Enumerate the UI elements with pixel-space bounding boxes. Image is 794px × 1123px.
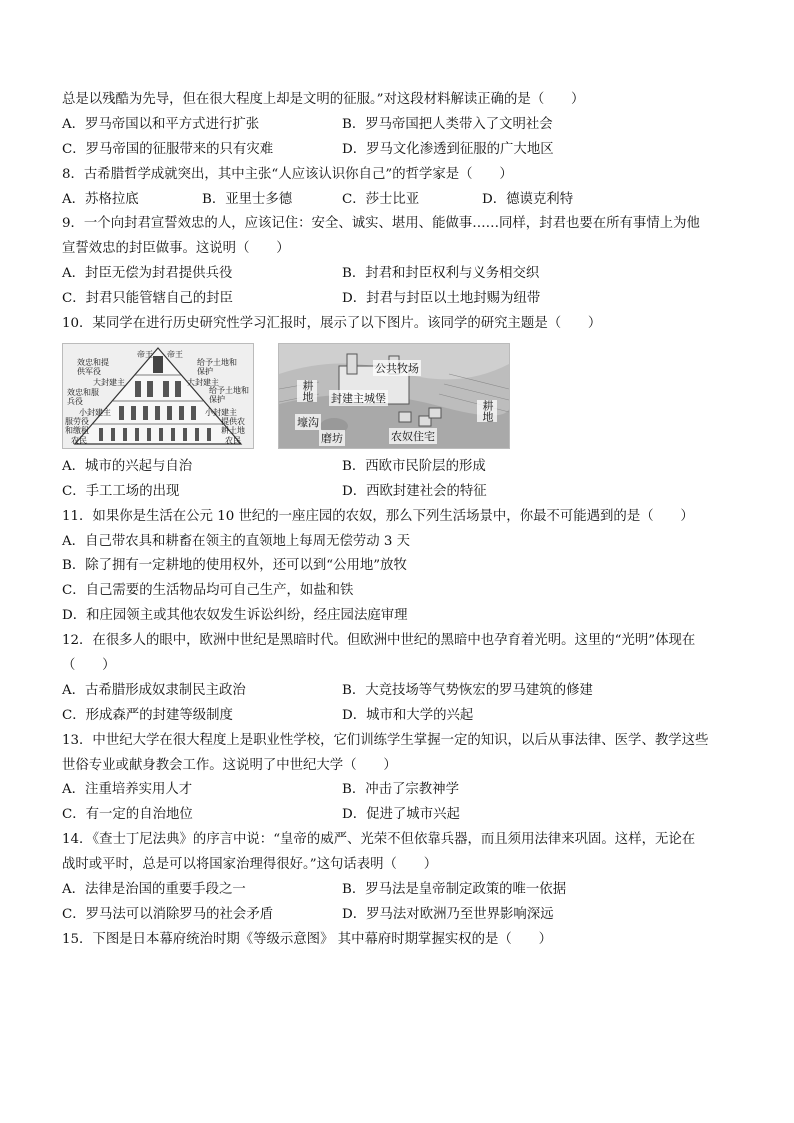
- option-d[interactable]: D．罗马文化渗透到征服的广大地区: [342, 141, 554, 157]
- question-10-options: [62, 480, 742, 505]
- question-14-options: [62, 878, 742, 903]
- question-13-line-2: 世俗专业或献身教会工作。这说明了中世纪大学（ ）: [62, 757, 397, 773]
- question-12-line-2: （ ）: [62, 658, 116, 674]
- question-12-options: [62, 704, 742, 729]
- question-12-line-1: 12．在很多人的眼中，欧洲中世纪是黑暗时代。但欧洲中世纪的黑暗中也孕育着光明。这里的“光明”体现在: [62, 633, 696, 649]
- label-lord-castle: 封建主城堡: [331, 391, 386, 405]
- label-farmland: 提供农耕土地: [221, 416, 245, 435]
- label-great-lord-right: 大封建主: [187, 377, 219, 387]
- question-7-options: [62, 113, 742, 138]
- question-9-line-1: 9．一个向封君宣誓效忠的人，应该记住：安全、诚实、堪用、能做事……同样，封君也要在所有事情上为他: [62, 216, 700, 232]
- option-d[interactable]: D．城市和大学的兴起: [342, 707, 474, 723]
- option-c[interactable]: C．莎士比亚: [342, 191, 420, 207]
- option-d[interactable]: D．促进了城市兴起: [342, 807, 460, 823]
- question-8: 8．古希腊哲学成就突出，其中主张“人应该认识你自己”的哲学家是（ ）: [62, 166, 513, 182]
- option-b[interactable]: B．罗马法是皇帝制定政策的唯一依据: [342, 882, 567, 898]
- option-c[interactable]: C．罗马帝国的征服带来的只有灾难: [62, 141, 274, 157]
- label-common-pasture: 公共牧场: [375, 361, 419, 375]
- label-peasant-right: 农民: [225, 435, 241, 445]
- option-b[interactable]: B．罗马帝国把人类带入了文明社会: [342, 116, 553, 132]
- label-emperor-right: 帝王: [167, 349, 183, 359]
- option-a[interactable]: A．苏格拉底: [62, 191, 139, 207]
- label-labor-rent: 服劳役和缴租: [65, 416, 89, 435]
- option-d[interactable]: D．罗马法对欧洲乃至世界影响深远: [342, 906, 554, 922]
- label-land-protection: 给予土地和保护: [197, 357, 237, 376]
- question-14-line-1: 14．《查士丁尼法典》的序言中说：“皇帝的威严、光荣不但依靠兵器，而且须用法律来巩固。这样，无论在: [62, 832, 696, 848]
- label-land-protection-2: 给予土地和保护: [209, 385, 249, 404]
- option-d[interactable]: D．封君与封臣以土地封赐为纽带: [342, 291, 541, 307]
- option-d[interactable]: D．德谟克利特: [482, 191, 574, 207]
- question-10: 10．某同学在进行历史研究性学习汇报时，展示了以下图片。该同学的研究主题是（ ）: [62, 316, 602, 332]
- label-small-lord-right: 小封建主: [205, 407, 237, 417]
- question-9-options: [62, 287, 742, 312]
- option-b[interactable]: B．除了拥有一定耕地的使用权外，还可以到“公用地”放牧: [62, 558, 407, 574]
- manor-scene-image: [278, 343, 510, 449]
- question-12-options: [62, 679, 742, 704]
- option-a[interactable]: A．自己带农具和耕畜在领主的直领地上每周无偿劳动 3 天: [62, 533, 411, 549]
- option-b[interactable]: B．封君和封臣权利与义务相交织: [342, 266, 540, 282]
- label-farmland-left: 耕地: [297, 380, 317, 402]
- option-b[interactable]: B．冲击了宗教神学: [342, 782, 459, 798]
- question-7-options: [62, 138, 742, 163]
- option-c[interactable]: C．自己需要的生活物品均可自己生产，如盐和铁: [62, 583, 354, 599]
- feudal-hierarchy-pyramid-image: [62, 343, 254, 449]
- question-13-options: [62, 778, 742, 803]
- question-14-options: [62, 903, 742, 928]
- label-great-lord-left: 大封建主: [93, 377, 125, 387]
- question-13-line-1: 13．中世纪大学在很大程度上是职业性学校，它们训练学生掌握一定的知识，以后从事法律、医学、教学这些: [62, 732, 709, 748]
- option-b[interactable]: B．大竞技场等气势恢宏的罗马建筑的修建: [342, 682, 593, 698]
- label-small-lord-left: 小封建主: [79, 407, 111, 417]
- question-9-line-2: 宣誓效忠的封臣做事。这说明（ ）: [62, 241, 290, 257]
- question-7-tail: 总是以残酷为先导，但在很大程度上却是文明的征服。”对这段材料解读正确的是（ ）: [62, 92, 585, 107]
- option-a[interactable]: A．注重培养实用人才: [62, 782, 193, 798]
- option-a[interactable]: A．法律是治国的重要手段之一: [62, 882, 246, 898]
- label-farmland-right: 耕地: [477, 400, 497, 422]
- question-9-options: [62, 262, 742, 287]
- label-emperor-left: 帝王: [137, 349, 153, 359]
- option-c[interactable]: C．封君只能管辖自己的封臣: [62, 291, 233, 307]
- label-moat: 壕沟: [297, 415, 319, 429]
- option-c[interactable]: C．手工工场的出现: [62, 483, 180, 499]
- label-serf-houses: 农奴住宅: [391, 429, 435, 443]
- label-mill: 磨坊: [321, 431, 343, 445]
- option-a[interactable]: A．罗马帝国以和平方式进行扩张: [62, 116, 260, 132]
- label-peasant-left: 农民: [71, 435, 87, 445]
- option-a[interactable]: A．古希腊形成奴隶制民主政治: [62, 682, 246, 698]
- option-b[interactable]: B．西欧市民阶层的形成: [342, 458, 486, 474]
- option-c[interactable]: C．罗马法可以消除罗马的社会矛盾: [62, 906, 274, 922]
- question-11: 11．如果你是生活在公元 10 世纪的一座庄园的农奴，那么下列生活场景中，你最不可能遇到的是（ ）: [62, 508, 694, 524]
- question-15: 15．下图是日本幕府统治时期《等级示意图》 其中幕府时期掌握实权的是（ ）: [62, 931, 552, 947]
- label-loyalty-service: 效忠和服兵役: [67, 387, 99, 406]
- question-8-options: [62, 188, 742, 213]
- option-a[interactable]: A．城市的兴起与自治: [62, 458, 193, 474]
- option-c[interactable]: C．形成森严的封建等级制度: [62, 707, 233, 723]
- option-d[interactable]: D．和庄园领主或其他农奴发生诉讼纠纷，经庄园法庭审理: [62, 608, 408, 624]
- question-10-options: [62, 455, 742, 480]
- option-b[interactable]: B．亚里士多德: [202, 191, 293, 207]
- label-loyalty-military: 效忠和提供军役: [77, 357, 109, 376]
- question-14-line-2: 战时或平时，总是可以将国家治理得很好。”这句话表明（ ）: [62, 857, 438, 873]
- option-c[interactable]: C．有一定的自治地位: [62, 807, 193, 823]
- option-a[interactable]: A．封臣无偿为封君提供兵役: [62, 266, 233, 282]
- question-13-options: [62, 803, 742, 828]
- option-d[interactable]: D．西欧封建社会的特征: [342, 483, 487, 499]
- question-10-figures: [62, 343, 742, 449]
- exam-page: [62, 88, 742, 953]
